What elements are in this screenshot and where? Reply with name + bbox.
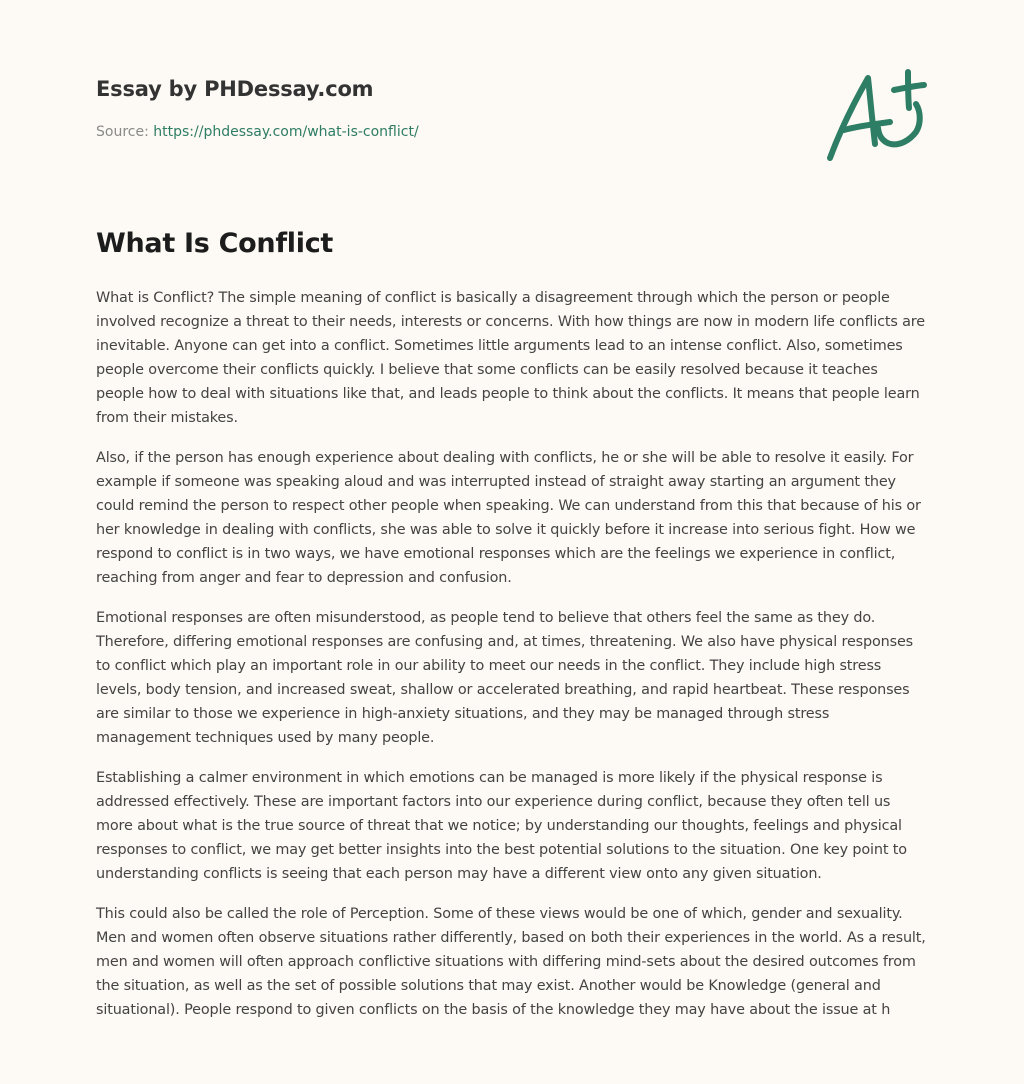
document-title: What Is Conflict <box>96 228 334 259</box>
essay-body <box>96 286 928 1038</box>
paragraph: What is Conflict? The simple meaning of conflict is basically a disagreement through which the person or people involved recognize a threat to their needs, interests or concerns. With how things are now in modern life conflicts are inevitable. Anyone can get into a conflict. Sometimes little arguments lead to an intense conflict. Also, sometimes people overcome their conflicts quickly. I believe that some conflicts can be easily resolved because it teaches people how to deal with situations like that, and leads people to think about the conflicts. It means that people learn from their mistakes. <box>96 290 925 426</box>
source-link[interactable]: https://phdessay.com/what-is-conflict/ <box>153 124 419 140</box>
source-label: Source: <box>96 124 154 140</box>
source-line <box>96 122 736 142</box>
site-title: Essay by PHDessay.com <box>96 77 374 101</box>
paragraph: Emotional responses are often misunderstood, as people tend to believe that others feel the same as they do. Therefore, differing emotional responses are confusing and, at times, threatening. We also have physical responses to conflict which play an important role in our ability to meet our needs in the conflict. They include high stress levels, body tension, and increased sweat, shallow or accelerated breathing, and rapid heartbeat. These responses are similar to those we experience in high-anxiety situations, and they may be managed through stress management techniques used by many people. <box>96 610 914 746</box>
paragraph: Also, if the person has enough experience about dealing with conflicts, he or she will be able to resolve it easily. For example if someone was speaking aloud and was interrupted instead of straight away starting an argument they could remind the person to respect other people when speaking. We can understand from this that because of his or her knowledge in dealing with conflicts, she was able to solve it quickly before it increase into serious fight. How we respond to conflict is in two ways, we have emotional responses which are the feelings we experience in conflict, reaching from anger and fear to depression and confusion. <box>96 450 921 586</box>
paragraph: Establishing a calmer environment in which emotions can be managed is more likely if the physical response is addressed effectively. These are important factors into our experience during conflict, because they often tell us more about what is the true source of threat that we notice; by understanding our thoughts, feelings and physical responses to conflict, we may get better insights into the best potential solutions to the situation. One key point to understanding conflicts is seeing that each person may have a different view onto any given situation. <box>96 770 907 882</box>
page-header <box>96 74 736 142</box>
paragraph: This could also be called the role of Perception. Some of these views would be one of which, gender and sexuality. Men and women often observe situations rather differently, based on both their experiences in the world. As a result, men and women will often approach conflictive situations with differing mind-sets about the desired outcomes from the situation, as well as the set of possible solutions that may exist. Another would be Knowledge (general and situational). People respond to given conflicts on the basis of the knowledge they may have about the issue at h <box>96 906 926 1018</box>
a-plus-grade-icon <box>820 66 930 166</box>
